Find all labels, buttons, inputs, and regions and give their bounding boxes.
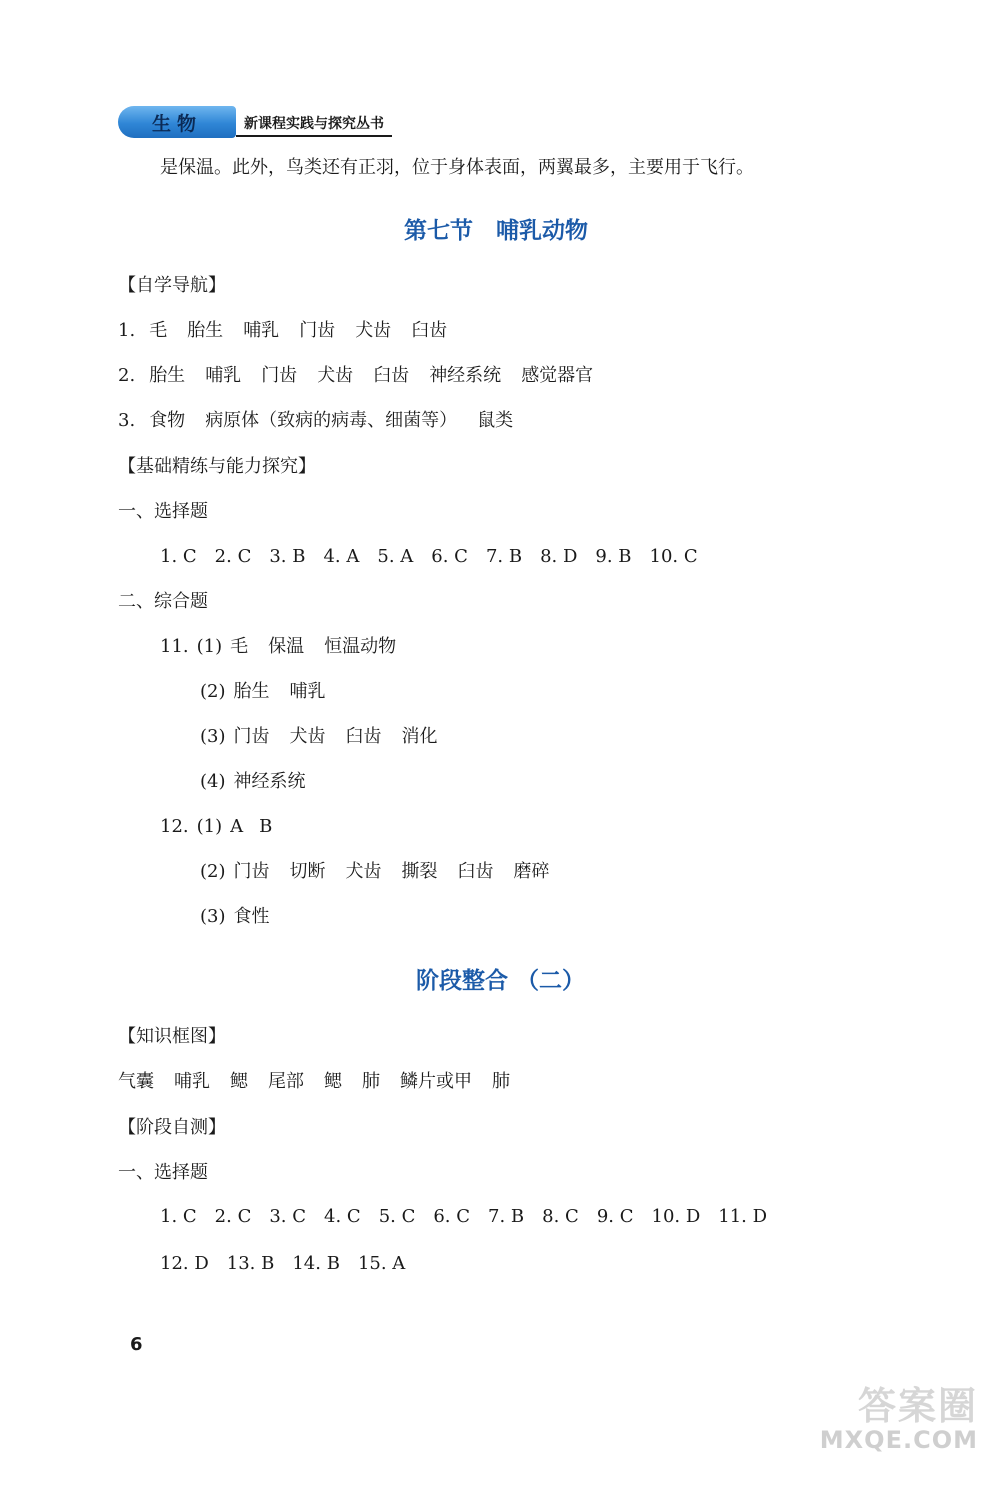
sub-number: (1) <box>196 816 223 837</box>
answer: 毛 <box>230 636 249 657</box>
sub-number: (4) <box>200 771 226 792</box>
answer: 哺乳 <box>174 1071 210 1092</box>
choice-answer: 3. C <box>269 1206 307 1227</box>
choice-answer: 7. B <box>488 1206 525 1227</box>
choice-answer: 8. D <box>540 546 578 567</box>
choice-answer: 1. C <box>160 1206 197 1227</box>
choice-heading: 一、选择题 <box>118 501 208 522</box>
choice-answers <box>160 545 698 569</box>
sub-number: (3) <box>200 726 226 747</box>
choice-answer: 6. C <box>433 1206 471 1227</box>
knowledge-items <box>118 1070 530 1094</box>
choice-answer: 13. B <box>226 1253 275 1274</box>
series-title: 新课程实践与探究丛书 <box>244 116 384 132</box>
answer: 门齿 <box>233 861 270 882</box>
q12-part2 <box>200 860 570 884</box>
answer: 犬齿 <box>345 861 382 882</box>
choice-answer: 5. A <box>377 546 414 567</box>
answer: 气囊 <box>118 1071 154 1092</box>
selftest-heading: 【阶段自测】 <box>118 1117 226 1138</box>
answer: 神经系统 <box>233 771 306 792</box>
answer: 切断 <box>289 861 326 882</box>
answer: 病原体（致病的病毒、细菌等） <box>205 410 458 431</box>
answer: 恒温动物 <box>324 636 397 657</box>
answer: 臼齿 <box>411 320 448 341</box>
intro-line: 是保温。此外，鸟类还有正羽，位于身体表面，两翼最多，主要用于飞行。 <box>160 157 754 178</box>
choice-answer: 9. B <box>595 546 632 567</box>
stage-title: 阶段整合 （二） <box>416 968 586 994</box>
choice-answer: 4. C <box>324 1206 361 1227</box>
item-number: 3. <box>118 410 136 431</box>
q11-part3 <box>200 725 458 749</box>
choice-answer: 3. B <box>269 546 306 567</box>
answer: 肺 <box>492 1071 510 1092</box>
answer: B <box>259 816 273 837</box>
question-number: 12. <box>160 816 189 837</box>
answer: 消化 <box>401 726 438 747</box>
answer: 臼齿 <box>457 861 494 882</box>
answer: 保温 <box>268 636 305 657</box>
choice-answer: 15. A <box>357 1253 406 1274</box>
guide-item-1 <box>118 319 467 343</box>
answer: 鳞片或甲 <box>400 1071 472 1092</box>
answer: 门齿 <box>261 365 298 386</box>
answer: 哺乳 <box>205 365 242 386</box>
answer: 肺 <box>362 1071 380 1092</box>
q11-part1 <box>160 635 416 659</box>
answer: 撕裂 <box>401 861 438 882</box>
guide-item-3 <box>118 409 533 433</box>
answer: 胎生 <box>233 681 270 702</box>
q11-part4 <box>200 770 326 794</box>
choice-answer: 2. C <box>214 1206 252 1227</box>
watermark-logo-text: 答案圈 <box>857 1384 978 1428</box>
choice-answer: 10. D <box>651 1206 701 1227</box>
comprehensive-heading: 二、综合题 <box>118 591 208 612</box>
knowledge-heading: 【知识框图】 <box>118 1026 226 1047</box>
answer: 毛 <box>149 320 168 341</box>
choice-answer: 5. C <box>378 1206 416 1227</box>
choice-answer: 1. C <box>160 546 197 567</box>
choice-answer: 8. C <box>542 1206 579 1227</box>
answer: 臼齿 <box>373 365 410 386</box>
sub-number: (3) <box>200 906 226 927</box>
stage-choice-row2 <box>160 1252 405 1276</box>
stage-choice-row1 <box>160 1205 767 1229</box>
stage-choice-heading: 一、选择题 <box>118 1162 208 1183</box>
answer: 犬齿 <box>355 320 392 341</box>
answer: 胎生 <box>149 365 186 386</box>
answer: 食物 <box>149 410 186 431</box>
answer: 鼠类 <box>477 410 514 431</box>
answer: 臼齿 <box>345 726 382 747</box>
practice-heading: 【基础精练与能力探究】 <box>118 456 316 477</box>
choice-answer: 14. B <box>292 1253 340 1274</box>
item-number: 2. <box>118 365 136 386</box>
answer: 磨碎 <box>513 861 550 882</box>
item-number: 1. <box>118 320 136 341</box>
q11-part2 <box>200 680 346 704</box>
answer: 神经系统 <box>429 365 502 386</box>
answer: 门齿 <box>233 726 270 747</box>
guide-item-2 <box>118 364 613 388</box>
answer: 尾部 <box>268 1071 304 1092</box>
question-number: 11. <box>160 636 189 657</box>
answer: 感觉器官 <box>521 365 594 386</box>
watermark <box>808 1375 978 1465</box>
section-title: 第七节 哺乳动物 <box>404 218 588 244</box>
header-underline <box>236 135 392 137</box>
answer: 鳃 <box>230 1071 248 1092</box>
choice-answer: 4. A <box>323 546 360 567</box>
answer: 哺乳 <box>243 320 280 341</box>
guide-heading: 【自学导航】 <box>118 275 226 296</box>
answer: 犬齿 <box>289 726 326 747</box>
sub-number: (1) <box>196 636 223 657</box>
answer: 哺乳 <box>289 681 326 702</box>
choice-answer: 10. C <box>649 546 698 567</box>
answer: 胎生 <box>187 320 224 341</box>
choice-answer: 2. C <box>214 546 252 567</box>
q12-part1 <box>160 815 292 839</box>
answer: A <box>230 816 244 837</box>
answer: 门齿 <box>299 320 336 341</box>
answer: 鳃 <box>324 1071 342 1092</box>
choice-answer: 9. C <box>596 1206 634 1227</box>
q12-part3 <box>200 905 290 929</box>
sub-number: (2) <box>200 861 226 882</box>
page-number: 6 <box>130 1334 143 1355</box>
choice-answer: 6. C <box>431 546 468 567</box>
sub-number: (2) <box>200 681 226 702</box>
answer: 食性 <box>233 906 270 927</box>
answer: 犬齿 <box>317 365 354 386</box>
choice-answer: 11. D <box>718 1206 768 1227</box>
choice-answer: 7. B <box>485 546 523 567</box>
choice-answer: 12. D <box>160 1253 209 1274</box>
subject-badge: 生物 <box>118 106 236 138</box>
watermark-url: MXQE.COM <box>819 1426 978 1454</box>
